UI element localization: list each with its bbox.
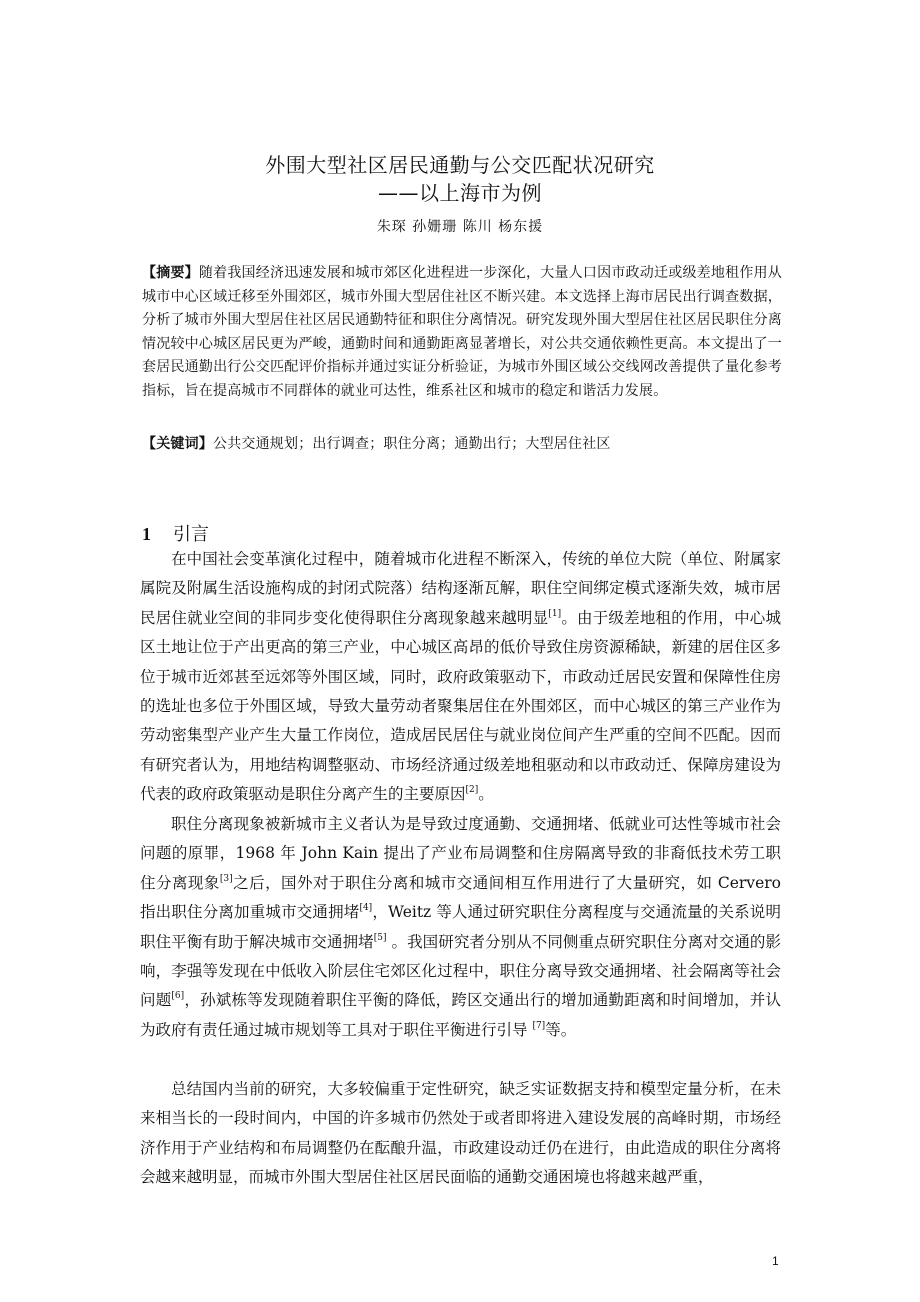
section-title: 引言 [173,524,209,545]
section-number: 1 [142,524,151,544]
citation-ref[interactable]: [2] [465,785,479,796]
paragraph-text: ，孙斌栋等发现随着职住平衡的降低，跨区交通出行的增加通勤距离和时间增加，并认为政府有责任通过城市规划等工具对于职住平衡进行引导 [140,991,781,1039]
citation-ref[interactable]: [4] [359,903,373,914]
abstract-label: 【摘要】 [142,265,199,281]
paragraph-3 [140,1075,781,1193]
paragraph-text: 。我国研究者分别从不同侧重点研究职住分离对交通的影响，李强等发现在中低收入阶层住宅郊区化过程中，职住分离导致交通拥堵、社会隔离等社会问题 [140,932,781,1010]
paragraph-1 [140,545,781,810]
keywords-text: 公共交通规划；出行调查；职住分离；通勤出行；大型居住社区 [213,436,611,452]
paper-subtitle: ——以上海市为例 [378,181,542,205]
keywords-label: 【关键词】 [142,436,213,452]
citation-ref[interactable]: [1] [548,608,562,619]
citation-ref[interactable]: [7] [532,1020,546,1031]
paragraph-text: 之后，国外对于职住分离和城市交通间相互作用进行了大量研究，如 Cervero 指出职住分离加重城市交通拥堵 [140,873,781,922]
keywords [142,433,782,457]
paragraph-text: ，Weitz 等人通过研究职住分离程度与交通流量的关系说明职住平衡有助于解决城市交通拥堵 [140,903,781,951]
abstract [142,262,782,403]
paper-title: 外围大型社区居民通勤与公交匹配状况研究 [265,153,655,177]
paragraph-text: 在中国社会变革演化过程中，随着城市化进程不断深入，传统的单位大院（单位、附属家属院及附属生活设施构成的封闭式院落）结构逐渐瓦解，职住空间绑定模式逐渐失效，城市居民居住就业空间的非同步变化使得职住分离现象越来越明显 [140,550,781,627]
page-number: 1 [772,1254,779,1268]
citation-ref[interactable]: [5] [373,932,387,943]
paragraph-text: 。 [478,785,494,804]
paragraph-text: 职住分离现象被新城市主义者认为是导致过度通勤、交通拥堵、低就业可达性等城市社会问题的原罪，1968 年 John Kain 提出了产业布局调整和住房隔离导致的非裔低技术劳工职住分离现象 [140,815,781,892]
paragraph-2 [140,810,781,1045]
section-heading [142,520,209,546]
author-list: 朱琛 孙姗珊 陈川 杨东援 [376,219,544,235]
paragraph-text: 。由于级差地租的作用，中心城区土地让位于产出更高的第三产业，中心城区高昂的低价导致住房资源稀缺，新建的居住区多位于城市近郊甚至远郊等外围区域，同时，政府政策驱动下，市政动迁居民安置和保障性住房的选址也多位于外围区域，导致大量劳动者聚集居住在外围郊区，而中心城区的第三产业作为劳动密集型产业产生大量工作岗位，造成居民居住与就业岗位间产生严重的空间不匹配。因而有研究者认为，用地结构调整驱动、市场经济通过级差地租驱动和以市政动迁、保障房建设为代表的政府政策驱动是职住分离产生的主要原因 [140,608,781,804]
abstract-text: 随着我国经济迅速发展和城市郊区化进程进一步深化，大量人口因市政动迁或级差地租作用从城市中心区域迁移至外围郊区，城市外围大型居住社区不断兴建。本文选择上海市居民出行调查数据，分析了城市外围大型居住社区居民通勤特征和职住分离情况。研究发现外围大型居住社区居民职住分离情况较中心城区居民更为严峻，通勤时间和通勤距离显著增长，对公共交通依赖性更高。本文提出了一套居民通勤出行公交匹配评价指标并通过实证分析验证，为城市外围区域公交线网改善提供了量化参考指标，旨在提高城市不同群体的就业可达性，维系社区和城市的稳定和谐活力发展。 [142,265,782,399]
paragraph-text: 等。 [545,1020,577,1039]
paragraph-text: 总结国内当前的研究，大多较偏重于定性研究，缺乏实证数据支持和模型定量分析，在未来相当长的一段时间内，中国的许多城市仍然处于或者即将进入建设发展的高峰时期，市场经济作用于产业结构和布局调整仍在酝酿升温，市政建设动迁仍在进行，由此造成的职住分离将会越来越明显，而城市外围大型居住社区居民面临的通勤交通困境也将越来越严重， [140,1080,781,1187]
citation-ref[interactable]: [6] [171,991,185,1002]
citation-ref[interactable]: [3] [219,873,233,884]
